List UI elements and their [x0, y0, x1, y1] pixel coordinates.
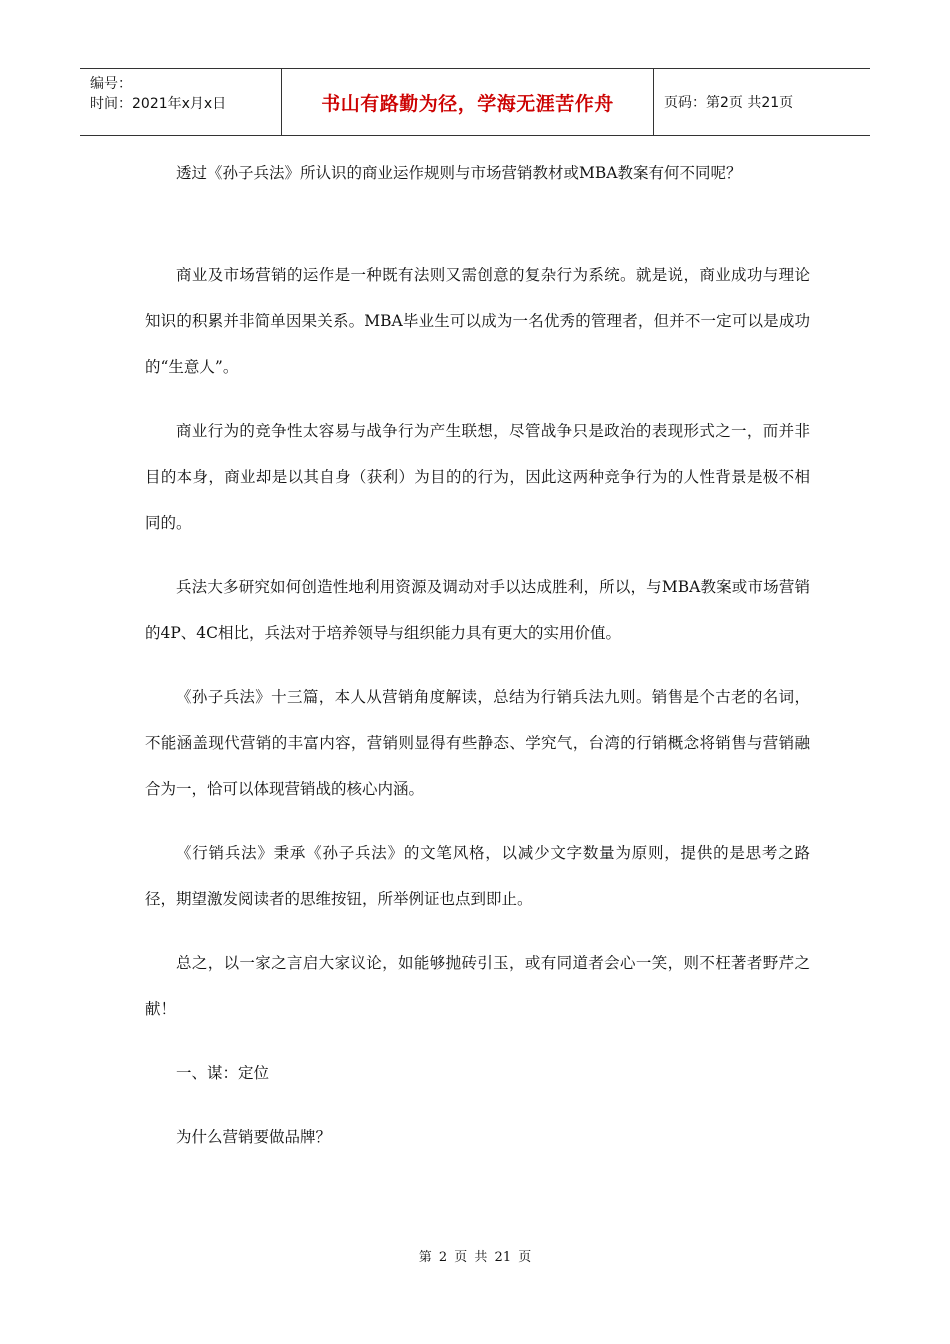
body-paragraph: 总之，以一家之言启大家议论，如能够抛砖引玉，或有同道者会心一笑，则不枉著者野芹之献！	[145, 954, 810, 1018]
page-header	[80, 68, 870, 136]
header-page-info: 页码：第2页 共21页	[664, 95, 794, 111]
body-paragraph: 兵法大多研究如何创造性地利用资源及调动对手以达成胜利，所以，与MBA教案或市场营销的4P、4C相比，兵法对于培养领导与组织能力具有更大的实用价值。	[145, 578, 810, 642]
document-date: 时间：2021年x月x日	[90, 96, 227, 112]
section-heading: 一、谋：定位	[176, 1064, 270, 1082]
section-question: 为什么营销要做品牌？	[176, 1128, 332, 1146]
body-paragraph: 《孙子兵法》十三篇，本人从营销角度解读，总结为行销兵法九则。销售是个古老的名词，不能涵盖现代营销的丰富内容，营销则显得有些静态、学究气，台湾的行销概念将销售与营销融合为一，恰可以体现营销战的核心内涵。	[145, 688, 810, 798]
question-paragraph: 透过《孙子兵法》所认识的商业运作规则与市场营销教材或MBA教案有何不同呢？	[176, 164, 742, 182]
page-footer: 第 2 页 共 21 页	[418, 1250, 532, 1265]
document-body	[145, 150, 810, 1160]
body-paragraph: 商业行为的竞争性太容易与战争行为产生联想，尽管战争只是政治的表现形式之一，而并非目的本身，商业却是以其自身（获利）为目的的行为，因此这两种竞争行为的人性背景是极不相同的。	[145, 422, 810, 532]
header-motto: 书山有路勤为径，学海无涯苦作舟	[282, 69, 654, 135]
header-meta	[80, 69, 282, 135]
body-paragraph: 商业及市场营销的运作是一种既有法则又需创意的复杂行为系统。就是说，商业成功与理论知识的积累并非简单因果关系。MBA毕业生可以成为一名优秀的管理者，但并不一定可以是成功的“生意人”。	[145, 266, 810, 376]
document-number: 编号：	[90, 76, 132, 92]
body-paragraph: 《行销兵法》秉承《孙子兵法》的文笔风格，以减少文字数量为原则，提供的是思考之路径，期望激发阅读者的思维按钮，所举例证也点到即止。	[145, 844, 810, 908]
